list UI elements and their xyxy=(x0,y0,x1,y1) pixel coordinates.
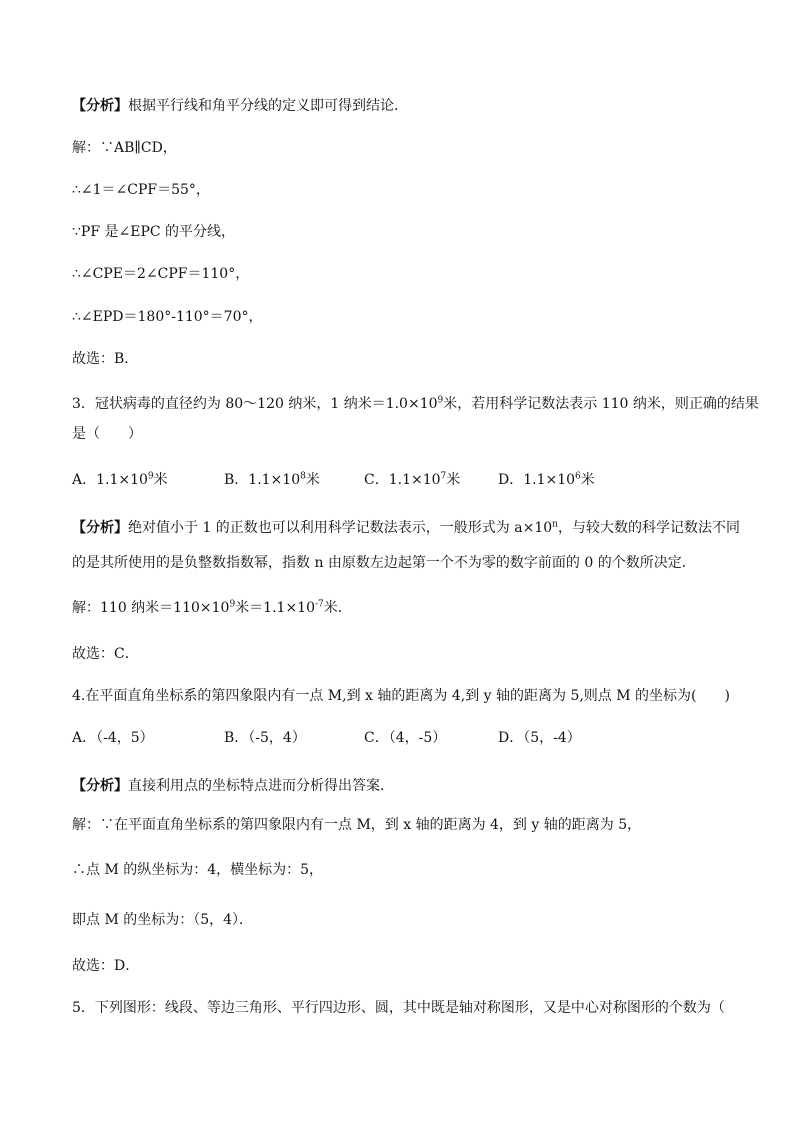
q3-analysis: 【分析】绝对值小于 1 的正数也可以利用科学记数法表示，一般形式为 $a\times 10^n$，与较大数的科学记数法不同 xyxy=(72,519,740,536)
option-b: B．$1.1\times 10^8$米 xyxy=(224,471,320,488)
q2-solution-line: ∴∠1＝∠CPF＝55°， xyxy=(72,182,210,198)
q4-solution-line: ∴点 M 的纵坐标为：4，横坐标为：5， xyxy=(72,862,324,878)
analysis-tag: 【分析】 xyxy=(72,778,128,794)
q5-stem: 5．下列图形：线段、等边三角形、平行四边形、圆，其中既是轴对称图形，又是中心对称图形的个数为（ xyxy=(72,1000,725,1016)
q2-answer: 故选：B． xyxy=(72,351,139,367)
q4-analysis: 【分析】直接利用点的坐标特点进而分析得出答案． xyxy=(72,778,394,794)
q2-solution-line: ∵PF 是∠EPC 的平分线， xyxy=(72,224,236,240)
option-d: D．$1.1\times 10^6$米 xyxy=(498,471,595,488)
q2-analysis xyxy=(72,96,732,116)
q3-solution: 解：110 纳米$=110\times 10^9$米$=1.1\times 10^{-7}$米． xyxy=(72,599,352,616)
q4-solution-line: 解：∵在平面直角坐标系的第四象限内有一点 M，到 x 轴的距离为 4，到 y 轴的距离为 5， xyxy=(72,817,642,833)
option-a: A．（-4，5） xyxy=(72,730,154,746)
q3-answer: 故选：C． xyxy=(72,646,139,662)
q4-solution-line: 即点 M 的坐标为：（5，4）． xyxy=(72,912,254,928)
q2-solution-line: 解：∵AB∥CD， xyxy=(72,140,177,156)
option-b: B．（-5，4） xyxy=(224,730,306,746)
option-c: C．（4，-5） xyxy=(364,730,447,746)
analysis-tag: 【分析】 xyxy=(72,520,128,536)
q4-answer: 故选：D． xyxy=(72,958,140,974)
q3-stem: 3．冠状病毒的直径约为 80～120 纳米，1 纳米$=1.0\times 10^9$米，若用科学记数法表示 110 纳米，则正确的结果 xyxy=(72,395,759,412)
q3-stem-line2: 是（ ） xyxy=(72,426,142,442)
option-a: A．$1.1\times 10^9$米 xyxy=(72,471,168,488)
option-d: D．（5，-4） xyxy=(498,730,581,746)
q2-solution-line: ∴∠CPE＝2∠CPF＝110°， xyxy=(72,266,250,282)
analysis-tag: 【分析】 xyxy=(72,98,128,114)
analysis-text: 根据平行线和角平分线的定义即可得到结论． xyxy=(128,98,408,114)
q4-stem: 4.在平面直角坐标系的第四象限内有一点 M,到 x 轴的距离为 4,到 y 轴的距离为 5,则点 M 的坐标为( ) xyxy=(72,688,730,704)
q2-solution-line: ∴∠EPD＝180°-110°＝70°， xyxy=(72,309,263,325)
q3-analysis-line2: 的是其所使用的是负整数指数幂，指数 n 由原数左边起第一个不为零的数字前面的 0 的个数所决定． xyxy=(72,555,696,571)
option-c: C．$1.1\times 10^7$米 xyxy=(364,471,461,488)
